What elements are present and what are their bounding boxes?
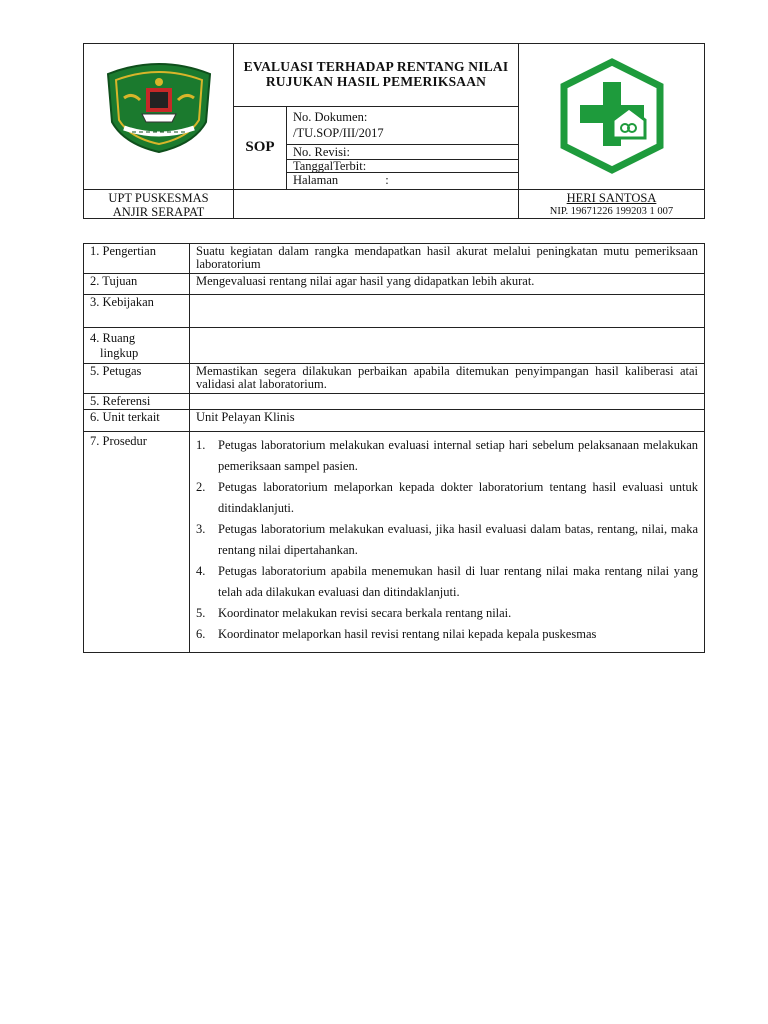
table-row: [84, 274, 705, 295]
table-row: [84, 410, 705, 432]
footer-empty-cell: [234, 189, 518, 218]
table-row: [84, 394, 705, 410]
section-label: 7. Prosedur: [84, 432, 190, 653]
step-text: Koordinator melakukan revisi secara berkala rentang nilai.: [218, 606, 512, 620]
sop-header: [83, 43, 705, 219]
section-label: 3. Kebijakan: [84, 295, 190, 328]
section-content: [190, 394, 705, 410]
table-row: [84, 432, 705, 653]
section-label-line-1: 4. Ruang: [90, 331, 136, 345]
step-number: 2.: [196, 480, 206, 494]
procedure-step: [196, 624, 698, 645]
table-row: [84, 364, 705, 394]
section-label: 5. Referensi: [84, 394, 190, 410]
section-label: 2. Tujuan: [84, 274, 190, 295]
section-content: Unit Pelayan Klinis: [190, 410, 705, 432]
step-text: Petugas laboratorium apabila menemukan hasil di luar rentang nilai maka rentang nilai yang telah ada dilakukan evaluasi dan ditindaklanjuti.: [218, 564, 698, 599]
section-content: [190, 295, 705, 328]
document-title: EVALUASI TERHADAP RENTANG NILAI RUJUKAN HASIL PEMERIKSAAN: [234, 44, 518, 107]
table-row: [84, 328, 705, 364]
document-number-cell: [287, 107, 518, 145]
procedure-step: [196, 519, 698, 561]
step-text: Koordinator melaporkan hasil revisi rentang nilai kepada kepala puskesmas: [218, 627, 597, 641]
procedure-step: [196, 477, 698, 519]
section-content: Mengevaluasi rentang nilai agar hasil yang didapatkan lebih akurat.: [190, 274, 705, 295]
regional-emblem-logo: [84, 44, 234, 189]
step-number: 4.: [196, 564, 206, 578]
step-text: Petugas laboratorium melaporkan kepada dokter laboratorium tentang hasil evaluasi untuk ditindaklanjuti.: [218, 480, 698, 515]
section-content: Suatu kegiatan dalam rangka mendapatkan hasil akurat melalui peningkatan mutu pemeriksaan laboratorium: [190, 244, 705, 274]
puskesmas-cross-icon: [519, 44, 705, 189]
section-content: [190, 328, 705, 364]
section-label-line-2: lingkup: [100, 346, 139, 360]
section-label: 6. Unit terkait: [84, 410, 190, 432]
page-number-cell: [287, 173, 518, 189]
section-label: [84, 328, 190, 364]
section-content: Memastikan segera dilakukan perbaikan apabila ditemukan penyimpangan hasil kaliberasi atai validasi alat laboratorium.: [190, 364, 705, 394]
section-label: 1. Pengertian: [84, 244, 190, 274]
signer-name: HERI SANTOSA: [566, 191, 657, 205]
table-row: [84, 295, 705, 328]
organization-line-2: ANJIR SERAPAT: [112, 205, 205, 219]
procedure-steps-list: [196, 433, 698, 651]
section-label: 5. Petugas: [84, 364, 190, 394]
step-number: 3.: [196, 522, 206, 536]
step-text: Petugas laboratorium melakukan evaluasi internal setiap hari sebelum pelaksanaan melakukan pemeriksaan sampel pasien.: [218, 438, 698, 473]
signer-nip: NIP. 19671226 199203 1 007: [549, 206, 674, 217]
procedure-step: [196, 603, 698, 624]
organization-line-1: UPT PUSKESMAS: [108, 191, 209, 205]
document-number-value: /TU.SOP/III/2017: [293, 126, 384, 140]
revision-number-label: No. Revisi:: [287, 145, 518, 160]
step-number: 6.: [196, 627, 206, 641]
page-label: Halaman: [293, 173, 339, 187]
procedure-content: [190, 432, 705, 653]
step-number: 5.: [196, 606, 206, 620]
signer-block: [518, 189, 704, 218]
emblem-shield-icon: [84, 44, 234, 189]
document-number-label: No. Dokumen:: [293, 110, 368, 124]
issue-date-label: TanggalTerbit:: [287, 160, 518, 173]
sop-content-table: [83, 243, 705, 653]
organization-name: [84, 189, 234, 218]
puskesmas-logo: [518, 44, 704, 189]
sop-label: SOP: [234, 107, 287, 189]
step-text: Petugas laboratorium melakukan evaluasi, jika hasil evaluasi dalam batas, rentang, nilai, maka rentang nilai dipertahankan.: [218, 522, 698, 557]
procedure-step: [196, 561, 698, 603]
procedure-step: [196, 435, 698, 477]
step-number: 1.: [196, 438, 206, 452]
page-colon: :: [385, 173, 389, 187]
table-row: [84, 244, 705, 274]
